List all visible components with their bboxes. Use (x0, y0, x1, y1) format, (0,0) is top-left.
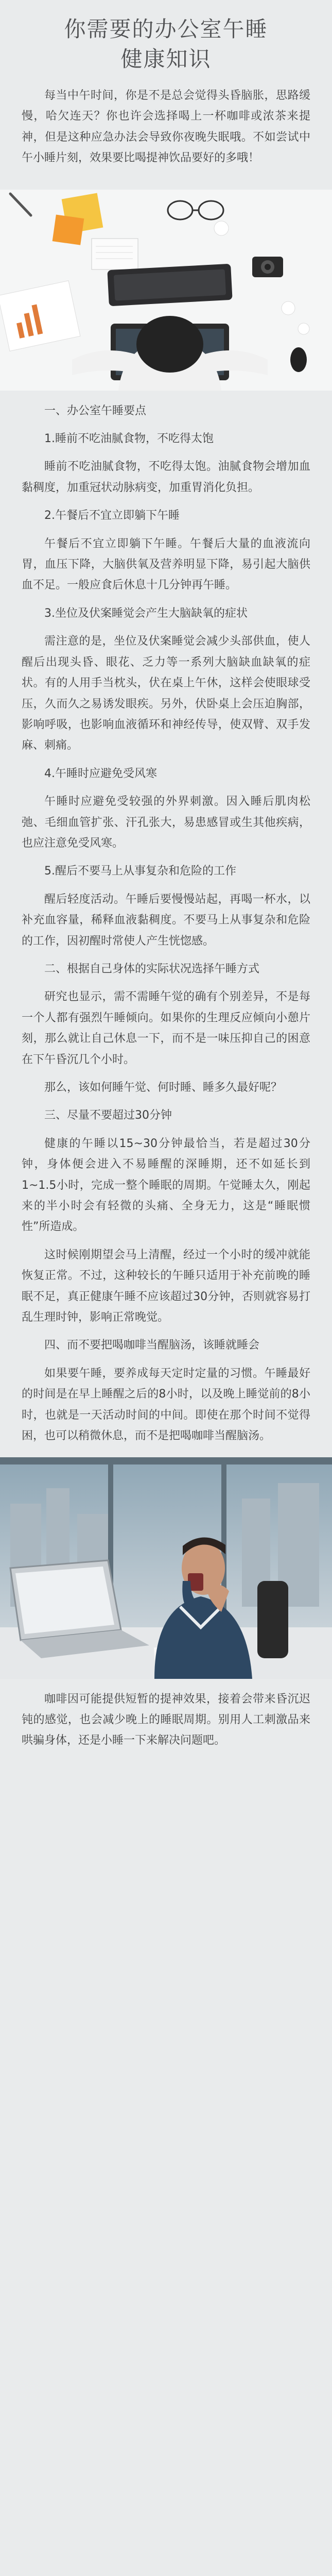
office-chair-icon (257, 1581, 288, 1658)
intro-paragraph: 每当中午时间，你是不是总会觉得头昏脑胀，思路缓慢，哈欠连天？你也许会选择喝上一杯咖啡或浓茶来提神，但是这种应急办法会导致你夜晚失眠哦。不如尝试中午小睡片刻，效果要比喝提神饮品要好的多哦！ (22, 89, 310, 165)
section2-heading: 二、根据自己身体的实际状况选择午睡方式 (44, 962, 260, 975)
item4-heading: 4.午睡时应避免受风寒 (44, 767, 157, 780)
item4-body: 午睡时应避免受较强的外界刺激。因入睡后肌肉松弛、毛细血管扩张、汗孔张大，易患感冒或生其他疾病，也应注意免受风寒。 (22, 795, 310, 850)
item5-heading: 5.醒后不要马上从事复杂和危险的工作 (44, 865, 236, 878)
item2-body: 午餐后不宜立即躺下午睡。午餐后大量的血液流向胃，血压下降，大脑供氧及营养明显下降，易引起大脑供血不足。一般应食后休息十几分钟再午睡。 (22, 537, 310, 592)
paper-ball-icon (214, 221, 229, 235)
item5-body: 醒后轻度活动。午睡后要慢慢站起，再喝一杯水，以补充血容量，稀释血液黏稠度。不要马上从事复杂和危险的工作，因初醒时常使人产生恍惚感。 (22, 893, 310, 948)
section4-paragraph-1: 如果要午睡，要养成每天定时定量的习惯。午睡最好的时间是在早上睡醒之后的8小时，以及晚上睡觉前的8小时，也就是一天活动时间的中间。即使在那个时间不觉得困，也可以稍微休息，而不是把喝咖啡当醒脑汤。 (22, 1367, 310, 1443)
section3-paragraph-2: 这时候刚期望会马上清醒，经过一个小时的缓冲就能恢复正常。不过，这种较长的午睡只适用于补充前晚的睡眠不足，真正健康午睡不应该超过30分钟，否则就容易打乱生理时钟，影响正常晚觉。 (22, 1248, 310, 1324)
article-title-line-1: 你需要的办公室午睡 (64, 16, 268, 42)
section3-heading: 三、尽量不要超过30分钟 (44, 1109, 172, 1122)
item1-heading: 1.睡前不吃油腻食物，不吃得太饱 (44, 432, 214, 446)
item1-body: 睡前不吃油腻食物，不吃得太饱。油腻食物会增加血黏稠度，加重冠状动脉病变，加重胃消化负担。 (22, 460, 310, 494)
keyboard-icon (107, 263, 232, 306)
mouse-icon (290, 347, 307, 372)
section2-paragraph-1: 研究也显示，需不需睡午觉的确有个别差异，不是每一个人都有强烈午睡倾向。如果你的生理反应倾向小憩片刻，那么就让自己休息一下，而不是一味压抑自己的困意在下午昏沉几个小时。 (22, 990, 310, 1066)
desk-sleeping-photo (0, 190, 332, 391)
camera-icon (252, 257, 283, 277)
article-title-line-2: 健康知识 (120, 46, 212, 72)
item2-heading: 2.午餐后不宜立即躺下午睡 (44, 509, 180, 523)
title-block (0, 0, 332, 74)
section2-paragraph-2: 那么，该如何睡午觉、何时睡、睡多久最好呢？ (44, 1081, 283, 1094)
section3-paragraph-1: 健康的午睡以15~30分钟最恰当，若是超过30分钟，身体便会进入不易睡醒的深睡期，还不如延长到1~1.5小时，完成一整个睡眠的周期。午觉睡太久，刚起来的半小时会有轻微的头痛、全身无力，这是“睡眠惯性”所造成。 (22, 1137, 310, 1234)
item3-body: 需注意的是，坐位及伏案睡觉会减少头部供血，使人醒后出现头昏、眼花、乏力等一系列大脑缺血缺氧的症状。有的人用手当枕头，伏在桌上午休，这样会使眼球受压，久而久之易诱发眼疾。另外，伏卧桌上会压迫胸部，影响呼吸，也影响血液循环和神经传导，使双臂、双手发麻、刺痛。 (22, 635, 310, 752)
office-illustration (0, 1457, 332, 1679)
office-coffee-photo (0, 1457, 332, 1679)
section4-heading: 四、而不要把喝咖啡当醒脑汤，该睡就睡会 (44, 1339, 260, 1352)
paper-ball-icon (282, 301, 295, 315)
paper-ball-icon (298, 323, 309, 334)
section1-heading: 一、办公室午睡要点 (44, 404, 147, 417)
notebook-icon (92, 239, 138, 270)
item3-heading: 3.坐位及伏案睡觉会产生大脑缺氧的症状 (44, 607, 248, 620)
closing-paragraph: 咖啡因可能提供短暂的提神效果，接着会带来昏沉迟钝的感觉，也会减少晚上的睡眠周期。别用人工刺激品来哄骗身体，还是小睡一下来解决问题吧。 (22, 1692, 310, 1747)
desk-illustration (0, 190, 332, 391)
